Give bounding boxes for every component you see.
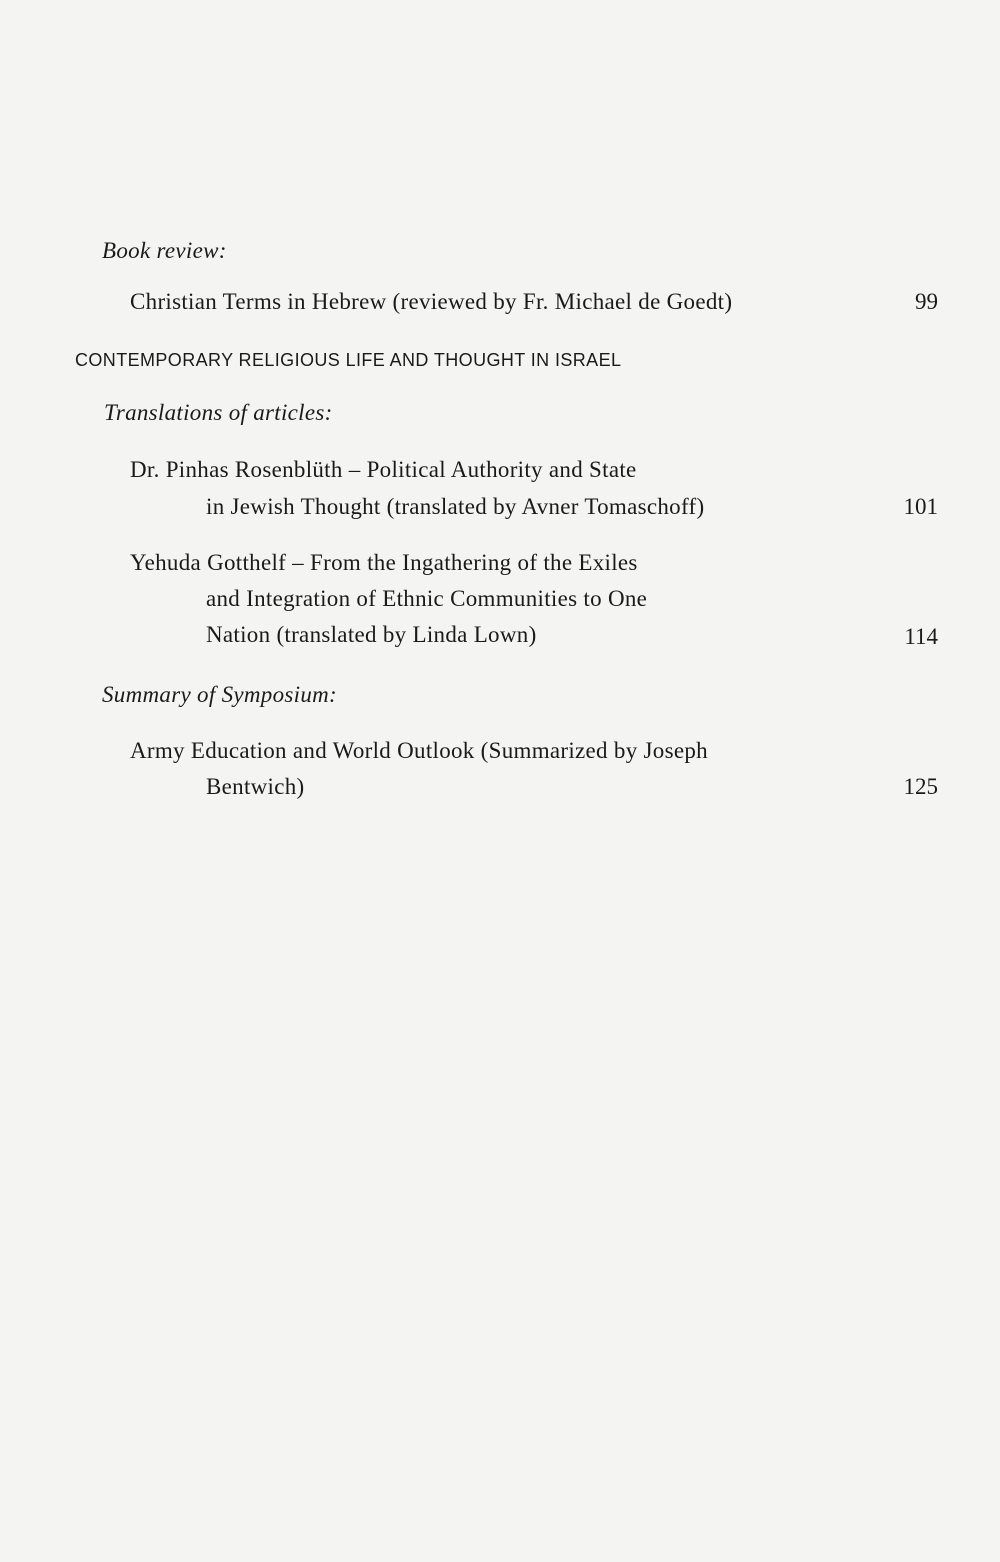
- toc-entry-text: Christian Terms in Hebrew (reviewed by Fr. Michael de Goedt): [130, 289, 733, 314]
- toc-entry-line2: Bentwich): [206, 774, 305, 799]
- toc-entry-page: 114: [904, 624, 938, 649]
- toc-entry-line2: and Integration of Ethnic Communities to One: [206, 586, 648, 611]
- toc-entry-page: 125: [903, 774, 938, 799]
- toc-entry-line3: Nation (translated by Linda Lown): [206, 622, 537, 647]
- toc-entry-line1: Yehuda Gotthelf – From the Ingathering of the Exiles: [130, 550, 638, 575]
- section-heading: CONTEMPORARY RELIGIOUS LIFE AND THOUGHT IN ISRAEL: [75, 350, 622, 370]
- toc-entry-line1: Dr. Pinhas Rosenblüth – Political Authority and State: [130, 457, 637, 482]
- toc-entry-line1: Army Education and World Outlook (Summarized by Joseph: [130, 738, 708, 763]
- toc-entry-line2: in Jewish Thought (translated by Avner Tomaschoff): [206, 494, 705, 519]
- translations-heading: Translations of articles:: [104, 400, 333, 425]
- toc-entry-page: 99: [915, 289, 938, 314]
- book-review-heading: Book review:: [102, 238, 227, 263]
- toc-entry-page: 101: [903, 494, 938, 519]
- summary-heading: Summary of Symposium:: [102, 682, 337, 707]
